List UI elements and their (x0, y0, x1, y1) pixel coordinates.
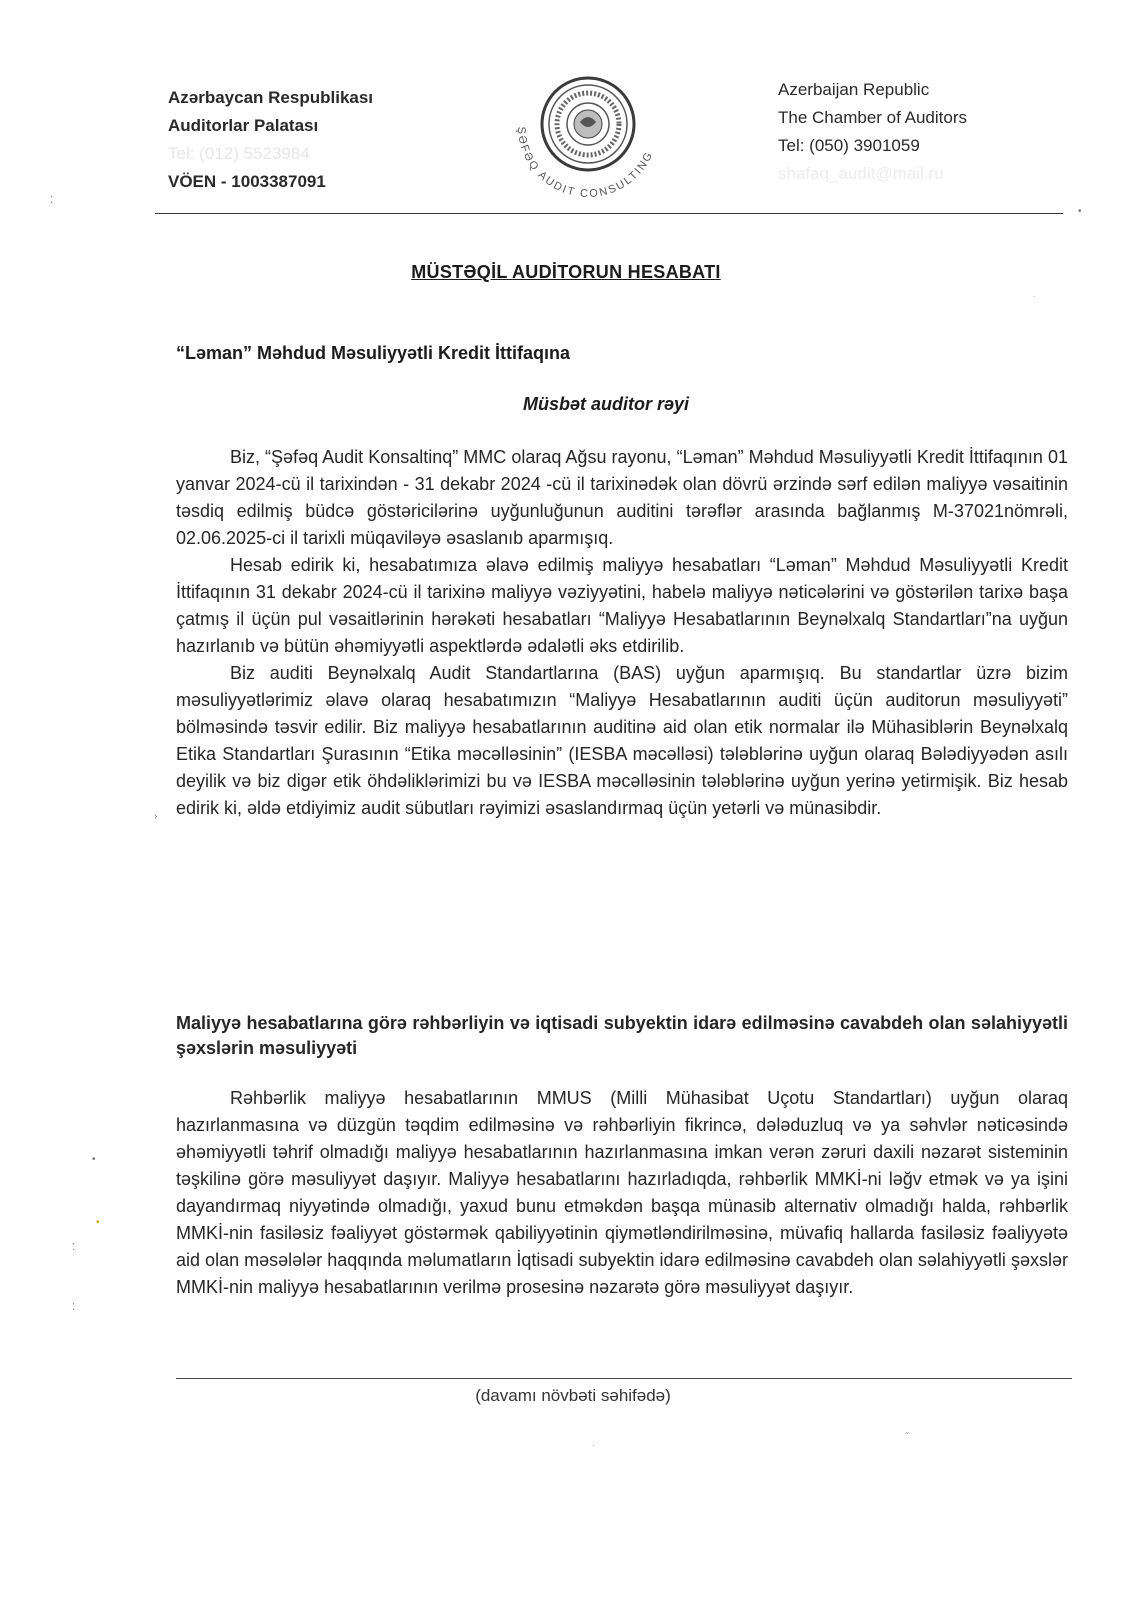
seal-text: ŞƏFƏQ AUDIT CONSULTING (514, 126, 656, 201)
intro-paragraphs (176, 444, 1068, 822)
header-right-block (778, 76, 967, 188)
responsibility-section-heading: Maliyyə hesabatlarına görə rəhbərliyin və iqtisadi subyektin idarə edilməsinə cavabdeh olan səlahiyyətli şəxslərin məsuliyyəti (176, 1013, 1068, 1058)
header-voen: VÖEN - 1003387091 (168, 172, 326, 191)
scan-speck: ⁚ (50, 195, 54, 206)
header-left-line-2: Auditorlar Palatası (168, 116, 319, 135)
header-right-line-2: The Chamber of Auditors (778, 108, 967, 127)
company-seal-icon (508, 72, 668, 202)
paragraph-1: Biz, “Şəfəq Audit Konsaltinq” MMC olaraq Ağsu rayonu, “Ləman” Məhdud Məsuliyyətli Kredit İttifaqının 01 yanvar 2024-cü il tarixindən - 31 dekabr 2024 -cü il tarixinədək olan dövrü ərzində sərf edilən maliyyə vəsaitinin təsdiq edilmiş büdcə göstəricilərinə uyğunluğunun auditini tərəflər arasında bağlanmış M-37021nömrəli, 02.06.2025-ci il tarixli müqaviləyə əsaslanıb aparmışıq. (176, 447, 1068, 548)
scan-speck: • (1078, 206, 1082, 217)
document-title: MÜSTƏQİL AUDİTORUN HESABATI (411, 262, 721, 282)
paragraph-3: Biz auditi Beynəlxalq Audit Standartlarına (BAS) uyğun aparmışıq. Bu standartlar üzrə bizim məsuliyyətlərimiz əlavə olaraq hesabatımızın “Maliyyə Hesabatlarının auditi üçün auditorun məsuliyyəti” bölməsində təsvir edilir. Biz maliyyə hesabatlarının auditinə aid olan etik normalar ilə Mühasiblərin Beynəlxalq Etika Standartları Şurasının “Etika məcəlləsinin” (IESBA məcəlləsi) tələblərinə uyğun olaraq Bələdiyyədən asılı deyilik və biz digər etik öhdəliklərimizi bu və IESBA məcəlləsinin tələblərinə uyğun yerinə yetirmişik. Biz hesab edirik ki, əldə etdiyimiz audit sübutları rəyimizi əsaslandırmaq üçün yetərli və münasibdir. (176, 663, 1068, 818)
scan-speck: · (1033, 291, 1037, 302)
scan-speck: ⁚ (72, 1242, 76, 1253)
opinion-heading: Müsbət auditor rəyi (522, 394, 690, 414)
responsibility-paragraph-block (176, 1085, 1068, 1301)
scan-speck: ⁚ (72, 1302, 76, 1313)
paragraph-4: Rəhbərlik maliyyə hesabatlarının MMUS (Milli Mühasibat Uçotu Standartları) uyğun olaraq hazırlanmasına və düzgün təqdim edilməsinə və rəhbərliyin fikrincə, dələduzluq və ya səhvlər nəticəsində əhəmiyyətli təhrif olmadığı maliyyə hesabatlarının hazırlanmasına imkan verən zəruri daxili nəzarət sisteminin təşkilinə görə məsuliyyət daşıyır. Maliyyə hesabatlarını hazırladıqda, rəhbərlik MMKİ-ni ləğv etmək və ya işini dayandırmaq niyyətində olmadığı, yaxud bunu etməkdən başqa münasib alternativ olmadığı halda, rəhbərlik MMKİ-nin fasiləsiz fəaliyyət göstərmək qabiliyyətinin qiymətləndirilməsinə, müvafiq hallarda fasiləsiz fəaliyyətə aid olan məsələlər haqqında məlumatların İqtisadi subyektin idarə edilməsinə cavabdeh olan səlahiyyətli şəxslər MMKİ-nin maliyyə hesabatlarının verilmə prosesinə nəzarətə görə məsuliyyət daşıyır. (176, 1088, 1068, 1297)
scan-speck: › (154, 811, 158, 822)
scan-speck: ˝ (905, 1432, 909, 1443)
header-right-phone: Tel: (050) 3901059 (778, 136, 920, 155)
header-left-block (168, 84, 373, 196)
scan-speck: • (96, 1217, 100, 1228)
header-left-line-1: Azərbaycan Respublikası (168, 88, 374, 107)
footer-divider (176, 1378, 1072, 1379)
scan-speck: • (92, 1154, 96, 1165)
paragraph-2: Hesab edirik ki, hesabatımıza əlavə edilmiş maliyyə hesabatları “Ləman” Məhdud Məsuliyyətli Kredit İttifaqının 31 dekabr 2024-cü il tarixinə maliyyə vəziyyətini, habelə maliyyə nəticələrini və göstərilən tarixə başa çatmış il üçün pul vəsaitlərinin hərəkəti hesabatları “Maliyyə Hesabatlarının Beynəlxalq Standartları”na uyğun hazırlanıb və bütün əhəmiyyətli aspektlərdə ədalətli əks etdirilib. (176, 555, 1068, 656)
header-right-line-1: Azerbaijan Republic (778, 80, 930, 99)
header-left-faint-phone: Tel: (012) 5523984 (168, 144, 310, 163)
recipient-line: “Ləman” Məhdud Məsuliyyətli Kredit İttifaqına (176, 343, 571, 363)
continued-note: (davamı növbəti səhifədə) (475, 1386, 671, 1405)
header-right-faint-email: shafaq_audit@mail.ru (778, 164, 944, 183)
scan-speck: · (592, 1440, 596, 1451)
header-divider (155, 213, 1063, 214)
